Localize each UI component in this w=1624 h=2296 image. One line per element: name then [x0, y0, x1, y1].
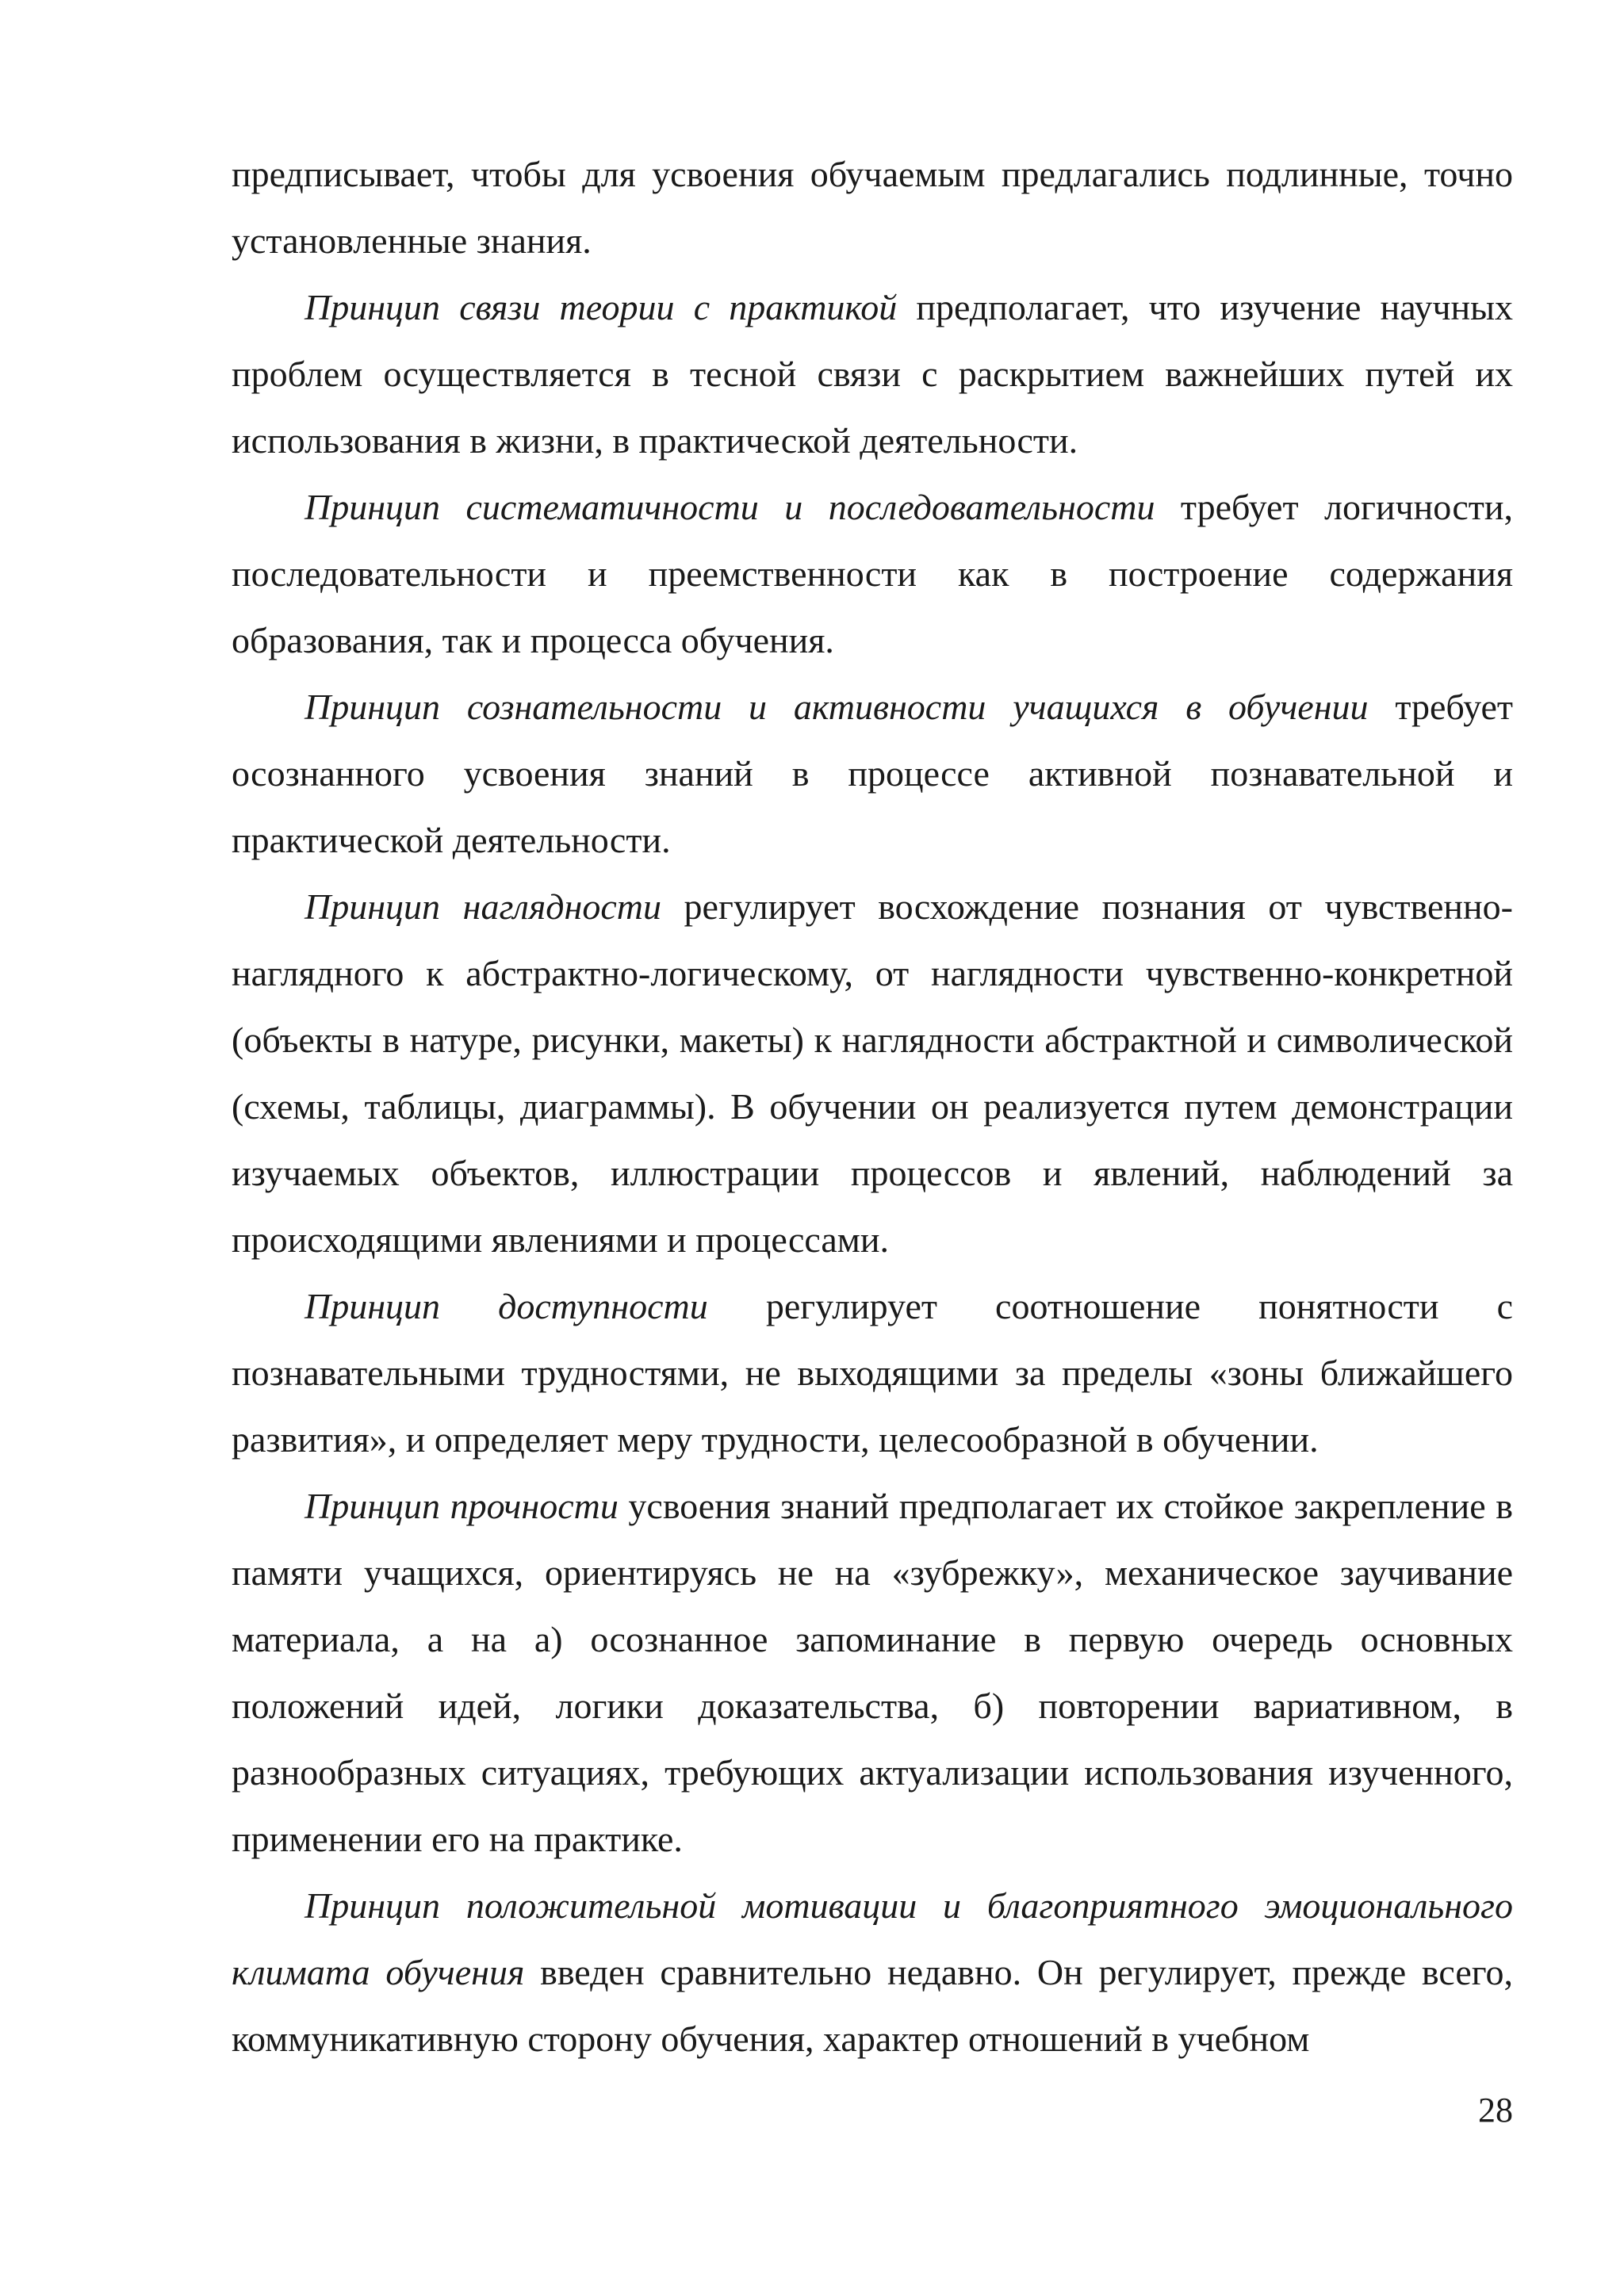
paragraph-visuality: Принцип наглядности регулирует восхождение познания от чувственно-наглядного к абстрактно-логическому, от наглядности чувственно-конкретной (объекты в натуре, рисунки, макеты) к наглядности абстрактной и символической (схемы, таблицы, диаграммы). В обучении он реализуется путем демонстрации изучаемых объектов, иллюстрации процессов и явлений, наблюдений за происходящими явлениями и процессами.	[232, 886, 1513, 1260]
principle-term: Принцип связи теории с практикой	[304, 287, 898, 327]
paragraph-theory-practice: Принцип связи теории с практикой предполагает, что изучение научных проблем осуществляется в тесной связи с раскрытием важнейших путей их использования в жизни, в практической деятельности.	[232, 287, 1513, 461]
paragraph-continuation: предписывает, чтобы для усвоения обучаемым предлагались подлинные, точно установленные знания.	[232, 154, 1513, 261]
paragraph-accessibility: Принцип доступности регулирует соотношение понятности с познавательными трудностями, не выходящими за пределы «зоны ближайшего развития», и определяет меру трудности, целесообразной в обучении.	[232, 1286, 1513, 1460]
principle-term: Принцип наглядности	[304, 886, 661, 927]
paragraph-systematicity: Принцип систематичности и последовательности требует логичности, последовательности и преемственности как в построение содержания образования, так и процесса обучения.	[232, 487, 1513, 660]
principle-term: Принцип положительной мотивации и благоприятного эмоционального климата обучения	[232, 1885, 1513, 1992]
paragraph-motivation: Принцип положительной мотивации и благоприятного эмоционального климата обучения введен сравнительно недавно. Он регулирует, прежде всего, коммуникативную сторону обучения, характер отношений в учебном	[232, 1885, 1513, 2059]
page-number: 28	[1478, 2091, 1513, 2130]
principle-term: Принцип доступности	[304, 1286, 708, 1326]
paragraph-durability: Принцип прочности усвоения знаний предполагает их стойкое закрепление в памяти учащихся, ориентируясь не на «зубрежку», механическое заучивание материала, а на а) осознанное запоминание в первую очередь основных положений идей, логики доказательства, б) повторении вариативном, в разнообразных ситуациях, требующих актуализации использования изученного, применении его на практике.	[232, 1486, 1513, 1859]
paragraph-consciousness: Принцип сознательности и активности учащихся в обучении требует осознанного усвоения знаний в процессе активной познавательной и практической деятельности.	[232, 687, 1513, 860]
principle-term: Принцип систематичности и последовательности	[304, 487, 1155, 527]
principle-term: Принцип сознательности и активности учащихся в обучении	[304, 687, 1369, 727]
body-text	[232, 141, 1513, 2072]
principle-term: Принцип прочности	[304, 1486, 619, 1526]
